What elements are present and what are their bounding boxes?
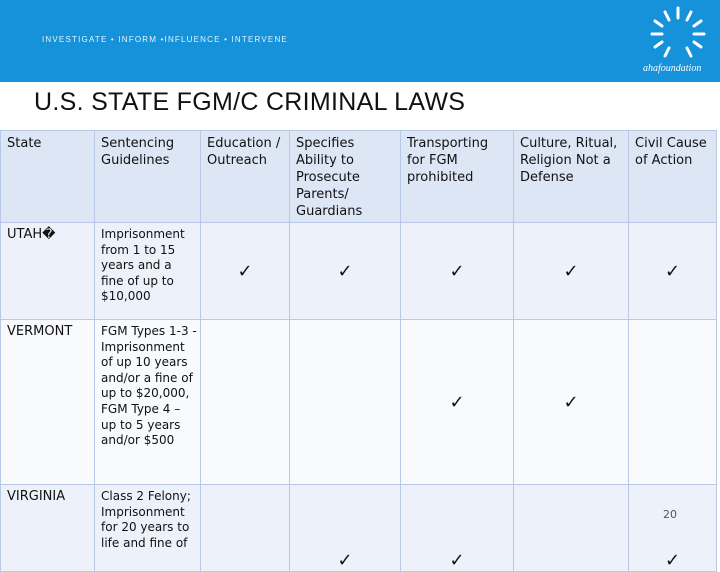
- check-icon: ✓: [290, 485, 401, 572]
- state-cell: VERMONT: [1, 320, 95, 485]
- empty-cell: [201, 320, 290, 485]
- sentencing-cell: Imprisonment from 1 to 15 years and a fine of up to $10,000: [95, 223, 201, 320]
- column-header: Specifies Ability to Prosecute Parents/ Guardians: [290, 131, 401, 223]
- state-cell: UTAH�: [1, 223, 95, 320]
- check-icon: ✓: [201, 223, 290, 320]
- page-title: U.S. STATE FGM/C CRIMINAL LAWS: [34, 88, 466, 116]
- sentencing-cell: FGM Types 1-3 - Imprisonment of up 10 years and/or a fine of up to $20,000, FGM Type 4 – up to 5 years and/or $500: [95, 320, 201, 485]
- check-icon: ✓: [401, 320, 514, 485]
- empty-cell: [201, 485, 290, 572]
- check-icon: ✓: [629, 223, 717, 320]
- check-icon: ✓: [401, 223, 514, 320]
- check-icon: ✓: [401, 485, 514, 572]
- table-header-row: [1, 131, 717, 223]
- foundation-logo-text: ahafoundation: [643, 63, 702, 74]
- empty-cell: [629, 320, 717, 485]
- check-icon: ✓: [514, 320, 629, 485]
- state-cell: VIRGINIA: [1, 485, 95, 572]
- header-banner: [0, 0, 720, 82]
- laws-table: [0, 130, 717, 572]
- page-number: 20: [663, 508, 677, 521]
- table-row: [1, 485, 717, 572]
- column-header: Transporting for FGM prohibited: [401, 131, 514, 223]
- column-header: Sentencing Guidelines: [95, 131, 201, 223]
- sentencing-cell: Class 2 Felony; Imprisonment for 20 years to life and fine of: [95, 485, 201, 572]
- check-icon: ✓: [290, 223, 401, 320]
- laws-table-container: [0, 130, 720, 571]
- check-icon: ✓: [514, 223, 629, 320]
- check-icon: ✓: [629, 485, 717, 572]
- tagline: INVESTIGATE • INFORM •INFLUENCE • INTERVENE: [42, 35, 288, 44]
- column-header: Civil Cause of Action: [629, 131, 717, 223]
- column-header: Education / Outreach: [201, 131, 290, 223]
- empty-cell: [514, 485, 629, 572]
- column-header: Culture, Ritual, Religion Not a Defense: [514, 131, 629, 223]
- table-row: [1, 223, 717, 320]
- table-row: [1, 320, 717, 485]
- empty-cell: [290, 320, 401, 485]
- column-header: State: [1, 131, 95, 223]
